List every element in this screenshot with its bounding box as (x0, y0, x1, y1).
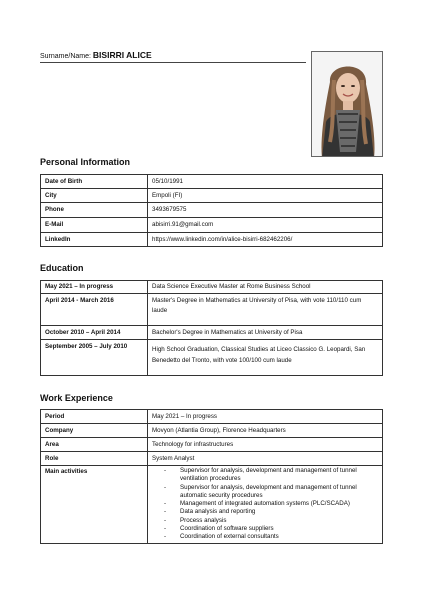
list-item: - Data analysis and reporting (152, 508, 378, 516)
table-row (41, 424, 383, 438)
name-value: BISIRRI ALICE (92, 50, 152, 60)
list-item: - Process analysis (152, 517, 378, 525)
list-item: - Coordination of external consultants (152, 533, 378, 541)
row-value: Technology for infrastructures (148, 438, 383, 452)
row-label: October 2010 – April 2014 (41, 326, 148, 340)
table-row (41, 189, 383, 203)
table-row (41, 438, 383, 452)
row-label: April 2014 - March 2016 (41, 294, 148, 326)
row-label: Phone (41, 203, 148, 218)
table-row (41, 410, 383, 424)
portrait-image (312, 52, 383, 157)
section-title-education: Education (40, 263, 84, 273)
row-label: Company (41, 424, 148, 438)
row-value: 05/10/1991 (148, 175, 383, 189)
row-label: E-Mail (41, 218, 148, 233)
row-value[interactable]: abisirri.91@gmail.com (148, 218, 383, 233)
table-row (41, 466, 383, 544)
row-label: City (41, 189, 148, 203)
name-line (40, 50, 306, 63)
row-value (148, 466, 383, 544)
activities-list (152, 467, 378, 542)
row-label: Date of Birth (41, 175, 148, 189)
profile-photo (311, 51, 383, 157)
work-experience-table (40, 409, 383, 544)
row-label: Main activities (41, 466, 148, 544)
row-label: Period (41, 410, 148, 424)
row-value: May 2021 – In progress (148, 410, 383, 424)
table-row (41, 340, 383, 376)
row-value: Master's Degree in Mathematics at University of Pisa, with vote 110/110 cum laude (148, 294, 383, 326)
row-value[interactable]: https://www.linkedin.com/in/alice-bisirri-682462206/ (148, 233, 383, 247)
list-item: - Coordination of software suppliers (152, 525, 378, 533)
row-value: Movyon (Atlantia Group), Florence Headquarters (148, 424, 383, 438)
table-row (41, 175, 383, 189)
row-label: Role (41, 452, 148, 466)
row-value: Data Science Executive Master at Rome Business School (148, 281, 383, 294)
table-row (41, 326, 383, 340)
list-item: - Supervisor for analysis, development and management of tunnel ventilation procedures (152, 467, 378, 484)
row-value: High School Graduation, Classical Studies at Liceo Classico G. Leopardi, San Benedetto del Tronto, with vote 100/100 cum laude (148, 340, 383, 376)
list-item: - Management of integrated automation systems (PLC/SCADA) (152, 500, 378, 508)
table-row (41, 294, 383, 326)
list-item: - Supervisor for analysis, development and management of tunnel automatic security procedures (152, 484, 378, 501)
personal-info-table (40, 174, 383, 247)
row-value: Bachelor's Degree in Mathematics at University of Pisa (148, 326, 383, 340)
section-title-work: Work Experience (40, 393, 113, 403)
row-value: System Analyst (148, 452, 383, 466)
table-row (41, 203, 383, 218)
table-row (41, 281, 383, 294)
row-label: May 2021 – In progress (41, 281, 148, 294)
name-label: Surname/Name: (40, 53, 91, 60)
row-value: 3493679575 (148, 203, 383, 218)
table-row (41, 233, 383, 247)
education-table (40, 280, 383, 376)
table-row (41, 218, 383, 233)
row-label: Area (41, 438, 148, 452)
row-label: September 2005 – July 2010 (41, 340, 148, 376)
table-row (41, 452, 383, 466)
row-value: Empoli (FI) (148, 189, 383, 203)
row-label: LinkedIn (41, 233, 148, 247)
section-title-personal: Personal Information (40, 157, 131, 167)
